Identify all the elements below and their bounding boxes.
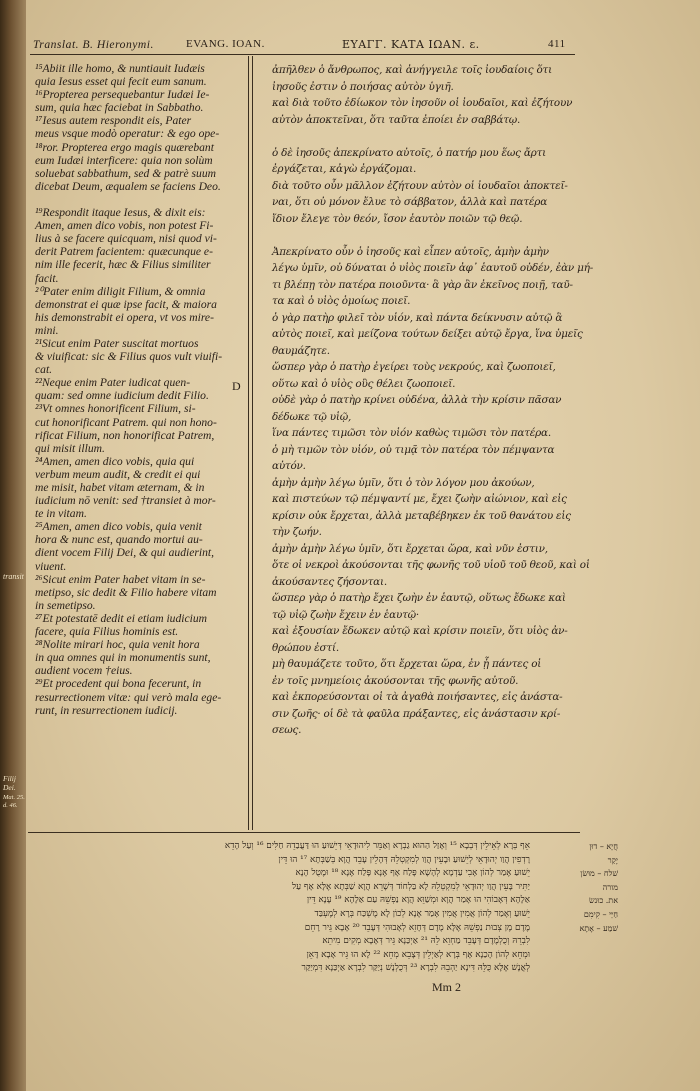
greek-text-line: θαυμάζητε. — [272, 344, 330, 357]
greek-text-line: οὕτω καὶ ὁ υἱὸς οὓς θέλει ζωοποιεῖ. — [272, 377, 456, 390]
latin-text-line: ²⁹Et procedent qui bona fecerunt, in — [35, 677, 202, 691]
hebrew-gloss-line: חֲיָא – דוּן — [589, 842, 618, 851]
greek-text-line: ὅτε οἱ νεκροὶ ἀκούσονται τῆς φωνῆς τοῦ υἱοῦ τοῦ θεοῦ, καὶ οἱ — [272, 559, 590, 571]
latin-text-line: ²⁵Amen, amen dico vobis, quia venit — [35, 520, 202, 534]
greek-text-line: διὰ τοῦτο οὖν μᾶλλον ἐζήτουν αὐτὸν οἱ ἰουδαῖοι ἀποκτεῖ- — [272, 179, 568, 192]
latin-text-line: ²⁶Sicut enim Pater habet vitam in se- — [35, 572, 206, 586]
margin-letter-d: D — [232, 379, 241, 393]
hebrew-gloss-line: מורה — [602, 882, 618, 892]
hebrew-text-line: יֵשׁוּעַ וְאֶמַר לְהוֹן אֲמִין אֲמִין אָמַר אֶנָא לְכוֹן לָא מֶשְׁכַּח בְּרָא לְמֶעְבַּד — [314, 908, 530, 919]
latin-text-line: hora & nunc est, quando mortui au- — [35, 533, 203, 547]
latin-text-line: verbum meum audit, & credit ei qui — [35, 467, 201, 481]
greek-text-line: λέγω ὑμῖν, οὐ δύναται ὁ υἱὸς ποιεῖν ἀφ᾽ ἑαυτοῦ οὐδέν, ἐὰν μή- — [272, 262, 594, 274]
hebrew-translation-block — [40, 840, 530, 976]
latin-text-line: ²⁴Amen, amen dico vobis, quia qui — [35, 454, 195, 468]
hebrew-text-line: וּמְחֵא לְהוֹן הָכַנָא אָף בְּרָא לְאַיְלֵין דְּצָבֵא מְחֵא ²² לָא הוּ גֵּיר אָבָא דָּאֵן — [306, 949, 530, 960]
latin-text-line: resurrectionem vitæ: qui verò mala ege- — [35, 690, 222, 704]
latin-text-line: metipso, sic dedit & Filio habere vitam — [35, 585, 217, 599]
latin-text-line: runt, in resurrectionem iudicij. — [35, 703, 178, 717]
latin-text-line: demonstrat ei quæ ipse facit, & maiora — [35, 297, 217, 311]
greek-text-line: αὐτόν. — [272, 460, 306, 472]
latin-text-line: rificat Filium, non honorificat Patrem, — [35, 428, 215, 442]
latin-text-line: nim ille fecerit, hæc & Filius similiter — [35, 258, 211, 272]
hebrew-text-line: יֵשׁוּעַ אֶמַר לְהוֹן אָבִי עַדְמָא לְהָשָׁא פָּלַח אָף אֶנָא פָּלַח אֶנָא ¹⁸ וּמֶטֻל הָנָא — [295, 868, 530, 879]
greek-text-line: τὴν ζωήν. — [272, 526, 322, 538]
latin-text-line: mini. — [35, 323, 59, 337]
latin-text-line: quia Iesus esset qui fecit eum sanum. — [35, 75, 207, 89]
latin-text-line: sum, quia hæc faciebat in Sabbatho. — [35, 101, 204, 115]
greek-text-line: μὴ θαυμάζετε τοῦτο, ὅτι ἔρχεται ὥρα, ἐν ᾗ πάντες οἱ — [272, 658, 542, 670]
latin-text-line: facit. — [35, 271, 59, 285]
latin-text-line: his demonstrabit ei opera, vt vos mire- — [35, 310, 214, 324]
greek-text-line: ὁ μὴ τιμῶν τὸν υἱόν, οὐ τιμᾷ τὸν πατέρα τὸν πέμψαντα — [272, 443, 555, 456]
hebrew-text-line: יַתִּיר בָּעֵין הֲוַו יְהוּדָאֵי לְמִקְטְלֵהּ לָא בַּלְחוֹד דְּשָׁרֵא הֲוָא שַׁבְּתָא אֶלָּא אָף עַל — [292, 881, 530, 892]
margin-note-transit: transit — [3, 572, 24, 581]
greek-text-line: οὐδὲ γὰρ ὁ πατὴρ κρίνει οὐδένα, ἀλλὰ τὴν κρίσιν πᾶσαν — [272, 394, 562, 406]
hebrew-text-line: אַלָהָא דְּאָבוֹהִי הוּ אָמַר הֲוָא וּמְשַׁוֵּא הֲוָא נַפְשֵׁהּ עַם אַלָהָא ¹⁹ עָנָא דֵּין — [306, 895, 530, 906]
greek-text-line: ἀμὴν ἀμὴν λέγω ὑμῖν, ὅτι ἔρχεται ὥρα, καὶ νῦν ἐστιν, — [272, 542, 548, 555]
greek-text-line: δέδωκε τῷ υἱῷ, — [272, 410, 352, 423]
greek-text-line: καὶ ἐκπορεύσονται οἱ τὰ ἀγαθὰ ποιήσαντες, εἰς ἀνάστα- — [272, 691, 563, 703]
latin-text-line: ²⁰Pater enim diligit Filium, & omnia — [35, 284, 206, 298]
latin-text-line: dient vocem Filij Dei, & qui audierint, — [35, 546, 215, 560]
hebrew-gloss-line: שׁמַע – אָתָא — [579, 923, 618, 933]
latin-text-line: ²²Neque enim Pater iudicat quen- — [35, 376, 191, 390]
latin-text-line: ²¹Sicut enim Pater suscitat mortuos — [35, 336, 199, 350]
latin-text-line: ²³Vt omnes honorificent Filium, si- — [35, 402, 196, 416]
greek-text-line: ὥσπερ γὰρ ὁ πατὴρ ἔχει ζωὴν ἐν ἑαυτῷ, οὕτως ἔδωκε καὶ — [272, 592, 566, 604]
latin-text-line: dicebat Deum, æqualem se faciens Deo. — [35, 179, 221, 193]
latin-text-line: Amen, amen dico vobis, non potest Fi- — [35, 219, 214, 233]
greek-text-line: ναι, ὅτι οὐ μόνον ἔλυε τὸ σάββατον, ἀλλὰ καὶ πατέρα — [272, 196, 548, 208]
catchword: Mm 2 — [432, 980, 462, 994]
binding-shadow — [0, 0, 26, 1091]
latin-text-line: lius à se facere quicquam, nisi quod vi- — [35, 232, 217, 246]
latin-text-line: in semetipso. — [35, 598, 96, 612]
margin-note-filij-dei: Filij Dei. — [3, 774, 16, 792]
column-rule-left — [248, 56, 249, 830]
greek-running-head: ΕΥΑΓΓ. ΚΑΤΑ ΙΩΑΝ. ε. — [342, 38, 480, 51]
greek-text-line: καὶ πιστεύων τῷ πέμψαντί με, ἔχει ζωὴν αἰώνιον, καὶ εἰς — [272, 493, 567, 505]
latin-text-line — [35, 193, 243, 206]
hebrew-text-line: מֶדֶם מֶן צְבוּת נַפְשֵׁהּ אֶלָּא מֶדֶם דְּחָזֵא לְאָבוּהִי דְּעָבֵד ²⁰ אָבָא גֵּיר רָחֵם — [304, 922, 530, 933]
latin-text-line: me misit, habet vitam æternam, & in — [35, 481, 205, 494]
latin-text-line: meus vsque modò operatur: & ego ope- — [35, 127, 220, 141]
column-rule-right — [252, 56, 253, 830]
latin-vulgate-column — [35, 62, 243, 717]
greek-text-line: ἐργάζεται, κἀγὼ ἐργάζομαι. — [272, 163, 417, 175]
greek-text-line: ὁ δὲ ἰησοῦς ἀπεκρίνατο αὐτοῖς, ὁ πατήρ μου ἕως ἄρτι — [272, 146, 547, 159]
latin-text-line: derit Patrem facientem: quæcunque e- — [35, 245, 213, 259]
latin-text-line: audient vocem †eius. — [35, 664, 133, 678]
hebrew-text-line: לְאֲנָשׁ אֶלָּא כֻּלֵּהּ דִּינָא יַהְבֵהּ לִבְרָא ²³ דְּכֻלְנָשׁ נְיַקַּר לִבְרָא אַיְכַּנָא דִּמְיַקַּר — [301, 963, 530, 974]
latin-text-line: cut honorificant Patrem. qui non hono- — [35, 415, 217, 429]
latin-text-line: qui misit illum. — [35, 441, 105, 455]
greek-text-line: ἀπῆλθεν ὁ ἄνθρωπος, καὶ ἀνήγγειλε τοῖς ἰουδαίοις ὅτι — [272, 64, 552, 76]
hebrew-text-line: אֵף בְּרָא לְאֵילֵין דְּבְבָא ¹⁵ וְאָזַל הַהוּא גַבְרָא וְאַמֵּר לִיהוּדָאֵי דְּיֵשׁוּעַ הוּ דַּעֲבַדֵהּ חַלִּים ¹⁶ וְעַל הָדֵא — [224, 841, 530, 851]
latin-book-title: EVANG. IOAN. — [186, 38, 265, 50]
header-rule — [30, 54, 575, 55]
greek-text-line: σιν ζωῆς· οἱ δὲ τὰ φαῦλα πράξαντες, εἰς ἀνάστασιν κρί- — [272, 707, 561, 720]
latin-text-line: & viuificat: sic & Filius quos vult viuifi- — [35, 350, 223, 364]
latin-text-line: cat. — [35, 363, 53, 377]
hebrew-gloss-line: את. כוּנשׂ — [589, 896, 618, 906]
latin-text-line: ¹⁹Respondit itaque Iesus, & dixit eis: — [35, 206, 206, 220]
margin-note-reference: Mat. 25. d. 46. — [3, 794, 25, 809]
latin-text-line: ²⁷Et potestatē dedit ei etiam iudicium — [35, 611, 208, 625]
page-number: 411 — [548, 38, 566, 50]
latin-text-line: te in vitam. — [35, 507, 87, 521]
latin-text-line: soluebat sabbathum, sed & patrè suum — [35, 166, 216, 180]
greek-text-line: ἐν τοῖς μνημείοις ἀκούσονται τῆς φωνῆς αὐτοῦ. — [272, 674, 519, 687]
greek-text-line: σεως. — [272, 724, 302, 736]
greek-text-line: τα καὶ ὁ υἱὸς ὁμοίως ποιεῖ. — [272, 295, 411, 307]
greek-text-line: αὐτὸν ἀποκτεῖναι, ὅτι ταῦτα ἐποίει ἐν σαββάτῳ. — [272, 113, 521, 126]
greek-text-line — [272, 227, 577, 244]
greek-text-line: ὁ γὰρ πατὴρ φιλεῖ τὸν υἱόν, καὶ πάντα δείκνυσιν αὐτῷ ἃ — [272, 311, 563, 324]
latin-text-line: ¹⁷Iesus autem respondit eis, Pater — [35, 114, 192, 128]
latin-text-line: ¹⁶Propterea persequebantur Iudæi Ie- — [35, 88, 210, 102]
latin-text-line: ²⁸Nolite mirari hoc, quia venit hora — [35, 638, 200, 652]
hebrew-text-line: לִבְרֵהּ וְכֻלְמֶדֶם דְּעָבֵד מַחְוֵא לֵהּ ²¹ אַיְכַּנָא גֵּיר דְּאָבָא מְקִים מִיתֵא — [322, 936, 530, 947]
hebrew-section-rule — [28, 832, 580, 833]
hebrew-marginal-glosses — [538, 840, 618, 935]
greek-text-column — [272, 62, 594, 739]
hebrew-gloss-line: חַיֵּי – קִימִם — [583, 909, 618, 919]
greek-text-line: ἴδιον ἔλεγε τὸν θεόν, ἴσον ἑαυτὸν ποιῶν τῷ θεῷ. — [272, 212, 523, 225]
greek-text-line: Ἀπεκρίνατο οὖν ὁ ἰησοῦς καὶ εἶπεν αὐτοῖς, ἀμὴν ἀμὴν — [272, 245, 549, 258]
hebrew-gloss-line: שׁלח – מוּשׂן — [580, 869, 618, 879]
latin-text-line: iudicium nō venit: sed †transiet à mor- — [35, 494, 216, 508]
greek-text-line: ὥσπερ γὰρ ὁ πατὴρ ἐγείρει τοὺς νεκρούς, καὶ ζωοποιεῖ, — [272, 361, 556, 373]
latin-text-line: facere, quia Filius hominis est. — [35, 625, 179, 639]
latin-running-head: Translat. B. Hieronymi. — [33, 38, 154, 51]
greek-text-line: τῷ υἱῷ ζωὴν ἔχειν ἐν ἑαυτῷ· — [272, 608, 420, 621]
greek-text-line: ἵνα πάντες τιμῶσι τὸν υἱόν καθὼς τιμῶσι τὸν πατέρα. — [272, 427, 551, 439]
greek-text-line: ἀμὴν ἀμὴν λέγω ὑμῖν, ὅτι ὁ τὸν λόγον μου ἀκούων, — [272, 476, 535, 489]
latin-text-line: in qua omnes qui in monumentis sunt, — [35, 651, 211, 665]
latin-text-line: eum Iudæi interficere: quia non solùm — [35, 153, 213, 167]
greek-text-line: καὶ διὰ τοῦτο ἐδίωκον τὸν ἰησοῦν οἱ ἰουδαῖοι, καὶ ἐζήτουν — [272, 97, 573, 109]
hebrew-text-line: רָדְפִין הֲוַו יְהוּדָאֵי לְיֵשׁוּעַ וּבָעֵין הֲוַו לְמִקְטְלֵהּ דְּהָלֵין עָבֵד הֲוָא בְּשַׁבְּתָא ¹⁷ הוּ דֵּין — [278, 854, 530, 865]
latin-text-line: ¹⁵Abiit ille homo, & nuntiauit Iudæis — [35, 62, 205, 75]
hebrew-gloss-line: יָקַר — [607, 855, 618, 865]
greek-text-line — [272, 128, 577, 145]
greek-text-line: αὐτὸς ποιεῖ, καὶ μείζονα τούτων δείξει αὐτῷ ἔργα, ἵνα ὑμεῖς — [272, 328, 583, 340]
latin-text-line: quam: sed omne iudicium dedit Filio. — [35, 389, 209, 403]
latin-text-line: ¹⁸ror. Propterea ergo magis quærebant — [35, 140, 214, 154]
greek-text-line: καὶ ἐξουσίαν ἔδωκεν αὐτῷ καὶ κρίσιν ποιεῖν, ὅτι υἱὸς ἀν- — [272, 625, 568, 637]
greek-text-line: θρώπου ἐστί. — [272, 641, 339, 654]
latin-text-line: viuent. — [35, 559, 67, 573]
greek-text-line: ἰησοῦς ἐστιν ὁ ποιήσας αὐτὸν ὑγιῆ. — [272, 80, 454, 93]
greek-text-line: κρίσιν οὐκ ἔρχεται, ἀλλὰ μεταβέβηκεν ἐκ τοῦ θανάτου εἰς — [272, 509, 571, 522]
greek-text-line: ἀκούσαντες ζήσονται. — [272, 575, 387, 588]
greek-text-line: τι βλέπῃ τὸν πατέρα ποιοῦντα· ἃ γὰρ ἂν ἐκεῖνος ποιῇ, ταῦ- — [272, 278, 573, 291]
